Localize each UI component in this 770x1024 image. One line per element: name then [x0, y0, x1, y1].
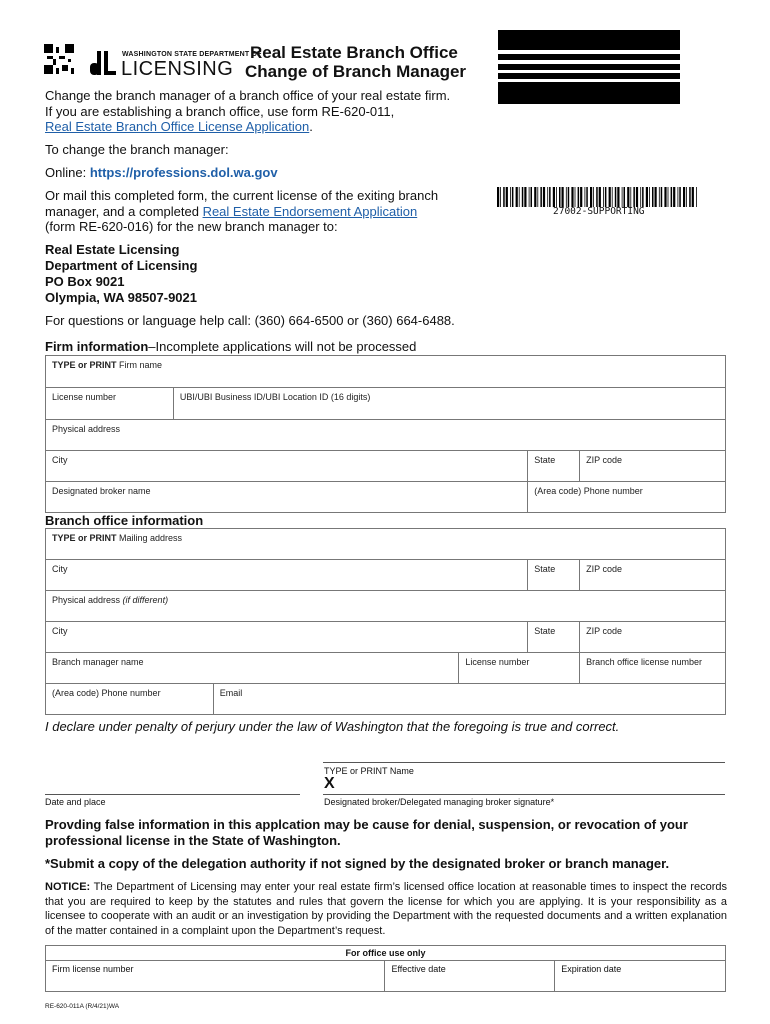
branch-zip-field[interactable]	[580, 560, 726, 591]
mail-line2-text: manager, and a completed	[45, 204, 203, 219]
date-place-line	[45, 794, 300, 795]
branch-zip-label: ZIP code	[586, 564, 623, 574]
branch-physical-label: Physical address	[52, 595, 123, 605]
email-label: Email	[219, 688, 243, 698]
type-print-label: TYPE or PRINT	[52, 533, 117, 543]
branch-physical-city-label: City	[52, 626, 68, 636]
firm-name-label: Firm name	[116, 360, 163, 370]
firm-info-heading	[45, 339, 416, 354]
online-line	[45, 165, 278, 181]
barcode-icon	[497, 187, 697, 207]
branch-physical-city-field[interactable]	[46, 622, 528, 653]
email-field[interactable]	[213, 684, 725, 715]
expiration-date-label: Expiration date	[561, 964, 622, 974]
intro-line2: If you are establishing a branch office, use form RE-620-011,	[45, 104, 395, 119]
mail-line3: (form RE-620-016) for the new branch manager to:	[45, 219, 338, 234]
designated-broker-label: Designated broker name	[52, 486, 151, 496]
effective-date-office	[385, 961, 555, 992]
zip-label: ZIP code	[586, 455, 623, 465]
branch-phone-label: (Area code) Phone number	[52, 688, 161, 698]
branch-physical-state-label: State	[534, 626, 556, 636]
manager-license-number-label: License number	[465, 657, 530, 667]
mail-line1: Or mail this completed form, the current license of the exiting branch	[45, 188, 439, 203]
agency-name-small: WASHINGTON STATE DEPARTMENT OF	[122, 51, 262, 58]
notice-text: The Department of Licensing may enter your real estate firm’s licensed office location at reasonable times to inspect the records that you are required to keep by the statutes and rules that govern the license for which you are applying. It is your responsibility as a licensee to cooperate with an audit or an investigation by providing the Department with the requested documents and a written explanation of the matter contained in a complaint upon the Department’s request.	[45, 881, 727, 937]
notice-paragraph	[45, 880, 727, 938]
firm-phone-field[interactable]	[528, 482, 726, 513]
branch-license-number-field[interactable]	[580, 653, 726, 684]
barcode-label: 27002-SUPPORTING	[553, 206, 645, 217]
expiration-date-office	[555, 961, 726, 992]
effective-date-label: Effective date	[391, 964, 446, 974]
state-label: State	[534, 455, 556, 465]
physical-address-label: Physical address	[52, 424, 121, 434]
ubi-field[interactable]	[173, 388, 725, 420]
online-url-link[interactable]: https://professions.dol.wa.gov	[89, 165, 278, 180]
form-number-footer: RE-620-011A (R/4/21)WA	[45, 1003, 120, 1010]
submit-copy-note: *Submit a copy of the delegation authority if not signed by the designated broker or branch manager.	[45, 856, 670, 871]
zip-field[interactable]	[580, 451, 726, 482]
branch-state-field[interactable]	[528, 560, 580, 591]
type-print-label: TYPE or PRINT	[52, 360, 117, 370]
date-place-label: Date and place	[45, 797, 106, 807]
questions-text: For questions or language help call: (360) 664-6500 or (360) 664-6488.	[45, 313, 455, 328]
office-use-heading: For office use only	[46, 946, 726, 961]
mailing-address-field[interactable]	[46, 529, 726, 560]
branch-info-table	[45, 528, 726, 715]
branch-manager-name-field[interactable]	[46, 653, 459, 684]
firm-info-table	[45, 355, 726, 513]
designated-broker-field[interactable]	[46, 482, 528, 513]
ubi-label: UBI/UBI Business ID/UBI Location ID (16 digits)	[179, 392, 371, 402]
signature-field[interactable]	[340, 776, 725, 794]
agency-name-large: LICENSING	[121, 58, 234, 80]
mailing-address-label: Mailing address	[116, 533, 183, 543]
address-line1: Real Estate Licensing	[45, 242, 180, 257]
branch-state-label: State	[534, 564, 556, 574]
false-info-warning: Provding false information in this applcation may be cause for denial, suspension, or revocation of your professional license in the State of Washington.	[45, 817, 688, 848]
dol-logo-icon	[90, 49, 116, 77]
branch-office-application-link[interactable]: Real Estate Branch Office License Application	[45, 119, 310, 134]
address-line2: Department of Licensing	[45, 258, 198, 273]
manager-license-number-field[interactable]	[459, 653, 580, 684]
firm-heading-note: –Incomplete applications will not be processed	[148, 339, 417, 354]
branch-phone-field[interactable]	[46, 684, 214, 715]
mail-line2	[45, 204, 417, 220]
branch-manager-name-label: Branch manager name	[52, 657, 144, 667]
branch-info-heading: Branch office information	[45, 513, 204, 528]
branch-city-field[interactable]	[46, 560, 528, 591]
branch-physical-address-field[interactable]	[46, 591, 726, 622]
if-different-label: (if different)	[122, 595, 169, 605]
intro-period: .	[309, 119, 313, 134]
online-label: Online:	[45, 165, 90, 180]
license-number-field[interactable]	[46, 388, 174, 420]
type-print-name-label: TYPE or PRINT Name	[324, 766, 414, 776]
to-change-text: To change the branch manager:	[45, 142, 229, 157]
notice-label: NOTICE:	[45, 881, 91, 893]
qr-code-icon	[44, 44, 74, 74]
branch-physical-zip-label: ZIP code	[586, 626, 623, 636]
state-field[interactable]	[528, 451, 580, 482]
physical-address-field[interactable]	[46, 420, 726, 451]
name-line	[323, 762, 725, 763]
address-line4: Olympia, WA 98507-9021	[45, 290, 197, 305]
firm-phone-label: (Area code) Phone number	[534, 486, 643, 496]
date-place-field[interactable]	[45, 776, 300, 794]
firm-license-office-label: Firm license number	[52, 964, 134, 974]
signature-line	[323, 794, 725, 795]
license-number-label: License number	[52, 392, 117, 402]
form-title-line1: Real Estate Branch Office	[250, 43, 458, 62]
branch-physical-zip-field[interactable]	[580, 622, 726, 653]
signature-x-mark: X	[324, 775, 335, 792]
intro-line3	[45, 119, 313, 135]
form-title-line2: Change of Branch Manager	[245, 62, 467, 81]
city-label: City	[52, 455, 68, 465]
firm-heading-title: Firm information	[45, 339, 149, 354]
firm-name-field[interactable]	[46, 356, 726, 388]
branch-license-number-label: Branch office license number	[586, 657, 703, 667]
endorsement-application-link[interactable]: Real Estate Endorsement Application	[202, 204, 418, 219]
declaration-text: I declare under penalty of perjury under the law of Washington that the foregoing is true and correct.	[45, 719, 620, 734]
branch-physical-state-field[interactable]	[528, 622, 580, 653]
intro-line1: Change the branch manager of a branch office of your real estate firm.	[45, 88, 451, 103]
redaction-block	[498, 30, 680, 104]
city-field[interactable]	[46, 451, 528, 482]
signature-label: Designated broker/Delegated managing broker signature*	[324, 797, 555, 807]
address-line3: PO Box 9021	[45, 274, 125, 289]
branch-city-label: City	[52, 564, 68, 574]
firm-license-number-office	[46, 961, 385, 992]
office-use-table	[45, 945, 726, 992]
